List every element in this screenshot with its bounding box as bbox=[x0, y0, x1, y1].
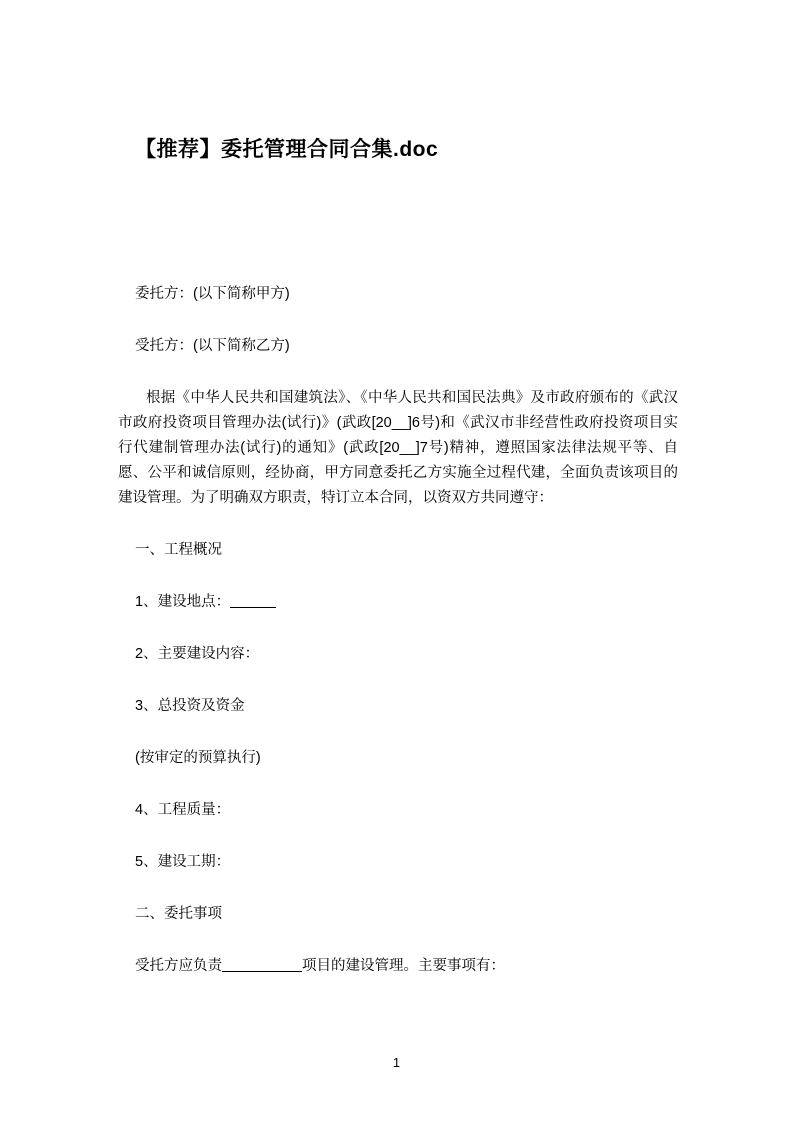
fill-in-blank bbox=[230, 607, 276, 608]
heading-section-one: 一、工程概况 bbox=[135, 542, 222, 558]
page-number: 1 bbox=[392, 1055, 401, 1070]
paragraph-item-2: 2、主要建设内容： bbox=[135, 646, 260, 662]
document-body bbox=[118, 282, 678, 1006]
paragraph-party-b: 受托方：(以下简称乙方) bbox=[135, 338, 290, 354]
paragraph-item-4: 4、工程质量： bbox=[135, 802, 231, 818]
paragraph-section-two-body bbox=[118, 954, 678, 979]
item-1-label: 1、建设地点： bbox=[135, 594, 231, 610]
paragraph-item-1 bbox=[118, 590, 678, 615]
fill-in-blank bbox=[222, 971, 302, 972]
paragraph-item-3: 3、总投资及资金 bbox=[135, 698, 245, 714]
paragraph-item-3-note: (按审定的预算执行) bbox=[135, 750, 261, 766]
paragraph-item-5: 5、建设工期： bbox=[135, 854, 231, 870]
section-two-text-before: 受托方应负责 bbox=[135, 958, 222, 974]
page-title: 【推荐】委托管理合同合集.doc bbox=[135, 138, 439, 161]
paragraph-preamble: 根据《中华人民共和国建筑法》、《中华人民共和国民法典》及市政府颁布的《武汉市政府投资项目管理办法(试行)》(武政[20__]6号)和《武汉市非经营性政府投资项目实行代建制管理办法(试行)的通知》(武政[20__]7号)精神，遵照国家法律法规平等、自愿、公平和诚信原则，经协商，甲方同意委托乙方实施全过程代建，全面负责该项目的建设管理。为了明确双方职责，特订立本合同，以资双方共同遵守： bbox=[118, 390, 678, 506]
paragraph-party-a: 委托方：(以下简称甲方) bbox=[135, 286, 290, 302]
heading-section-two: 二、委托事项 bbox=[135, 906, 222, 922]
section-two-text-after: 项目的建设管理。主要事项有： bbox=[302, 958, 505, 974]
